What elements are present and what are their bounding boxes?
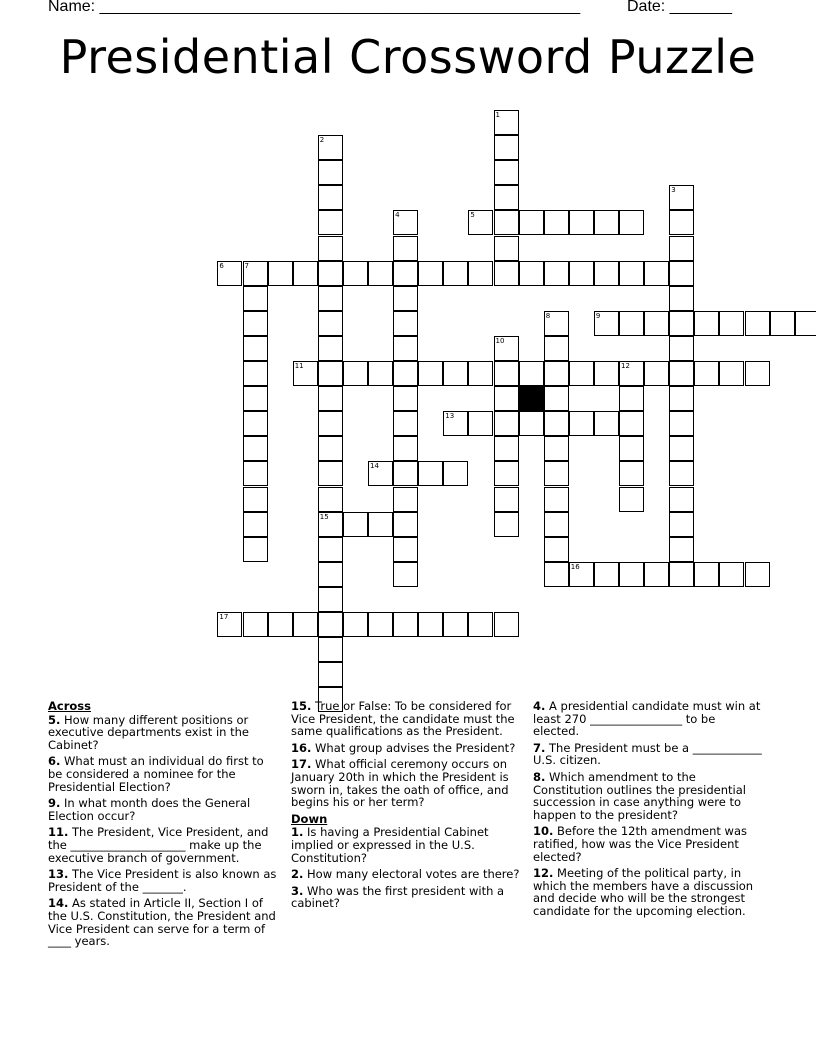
clue-across-16: 16. What group advises the President? xyxy=(291,740,516,755)
cell-number: 14 xyxy=(370,462,379,471)
grid-cell[interactable] xyxy=(393,411,418,436)
grid-cell[interactable] xyxy=(318,662,343,687)
grid-cell[interactable] xyxy=(243,386,268,411)
grid-cell[interactable] xyxy=(468,210,493,235)
grid-cell[interactable] xyxy=(669,236,694,261)
grid-cell[interactable] xyxy=(393,436,418,461)
grid-cell[interactable] xyxy=(694,562,719,587)
grid-cell[interactable] xyxy=(669,311,694,336)
grid-cell[interactable] xyxy=(368,261,393,286)
grid-cell[interactable] xyxy=(318,487,343,512)
grid-cell[interactable] xyxy=(644,261,669,286)
grid-cell[interactable] xyxy=(243,286,268,311)
grid-cell[interactable] xyxy=(393,512,418,537)
cell-number: 16 xyxy=(570,562,580,571)
grid-cell[interactable] xyxy=(418,612,443,637)
grid-cell[interactable] xyxy=(318,537,343,562)
grid-cell[interactable] xyxy=(468,612,493,637)
grid-cell[interactable] xyxy=(443,361,468,386)
grid-cell[interactable] xyxy=(494,236,519,261)
grid-cell[interactable] xyxy=(544,562,569,587)
grid-cell[interactable] xyxy=(393,361,418,386)
grid-cell[interactable] xyxy=(745,361,770,386)
grid-cell[interactable] xyxy=(443,411,468,436)
grid-cell[interactable] xyxy=(719,562,744,587)
grid-cell[interactable] xyxy=(393,562,418,587)
clue-across-17: 17. What official ceremony occurs on January 20th in which the President is sworn in, takes the oath of office, and begins his or her term? xyxy=(291,757,509,810)
clue-down-8: 8. Which amendment to the Constitution outlines the presidential succession in case anything were to happen to the president? xyxy=(533,769,746,822)
grid-cell[interactable] xyxy=(519,361,544,386)
grid-cell[interactable] xyxy=(544,512,569,537)
grid-cell[interactable] xyxy=(393,537,418,562)
grid-cell[interactable] xyxy=(418,361,443,386)
grid-cell[interactable] xyxy=(594,562,619,587)
clue-across-13: 13. The Vice President is also known as President of the _______. xyxy=(48,867,277,894)
grid-cell[interactable] xyxy=(243,487,268,512)
clue-across-11: 11. The President, Vice President, and the ____________________ make up the executive branch of government. xyxy=(48,825,269,865)
grid-cell[interactable] xyxy=(544,436,569,461)
cell-number: 3 xyxy=(671,186,676,195)
grid-cell[interactable] xyxy=(393,487,418,512)
grid-cell[interactable] xyxy=(293,612,318,637)
grid-cell[interactable] xyxy=(443,261,468,286)
grid-cell[interactable] xyxy=(594,210,619,235)
clue-across-6: 6. What must an individual do first to be considered a nominee for the Presidential Election? xyxy=(48,754,264,794)
grid-cell[interactable] xyxy=(318,336,343,361)
grid-cell[interactable] xyxy=(318,261,343,286)
grid-cell[interactable] xyxy=(443,461,468,486)
grid-cell[interactable] xyxy=(494,461,519,486)
grid-cell[interactable] xyxy=(393,311,418,336)
grid-cell[interactable] xyxy=(494,512,519,537)
grid-cell[interactable] xyxy=(669,562,694,587)
grid-cell[interactable] xyxy=(669,487,694,512)
grid-cell[interactable] xyxy=(494,210,519,235)
grid-cell[interactable] xyxy=(368,612,393,637)
grid-cell[interactable] xyxy=(243,612,268,637)
grid-cell[interactable] xyxy=(318,461,343,486)
grid-cell[interactable] xyxy=(619,461,644,486)
grid-cell[interactable] xyxy=(243,411,268,436)
grid-cell[interactable] xyxy=(494,487,519,512)
grid-cell[interactable] xyxy=(619,562,644,587)
grid-cell[interactable] xyxy=(494,411,519,436)
cell-number: 15 xyxy=(319,512,329,521)
grid-cell[interactable] xyxy=(519,411,544,436)
grid-cell[interactable] xyxy=(494,612,519,637)
grid-cell[interactable] xyxy=(694,311,719,336)
cell-number: 7 xyxy=(244,261,249,270)
grid-cell[interactable] xyxy=(494,185,519,210)
grid-cell[interactable] xyxy=(669,185,694,210)
grid-cell[interactable] xyxy=(619,436,644,461)
grid-cell[interactable] xyxy=(494,135,519,160)
grid-cell[interactable] xyxy=(343,361,368,386)
grid-cell[interactable] xyxy=(619,386,644,411)
grid-cell[interactable] xyxy=(293,261,318,286)
grid-cell[interactable] xyxy=(318,185,343,210)
cell-number: 12 xyxy=(621,362,630,370)
grid-cell[interactable] xyxy=(494,110,519,135)
page-title: Presidential Crossword Puzzle xyxy=(59,30,757,84)
grid-cell[interactable] xyxy=(468,411,493,436)
grid-cell[interactable] xyxy=(544,361,569,386)
clue-down-2: 2. How many electoral votes are there? xyxy=(291,867,520,882)
clues-column-1 xyxy=(48,700,280,952)
grid-cell[interactable] xyxy=(745,311,770,336)
grid-cell[interactable] xyxy=(669,537,694,562)
grid-cell[interactable] xyxy=(243,512,268,537)
grid-cell[interactable] xyxy=(393,386,418,411)
grid-cell[interactable] xyxy=(443,612,468,637)
cell-number: 6 xyxy=(219,261,224,270)
grid-cell[interactable] xyxy=(569,261,594,286)
grid-cell[interactable] xyxy=(318,411,343,436)
clues-column-3 xyxy=(533,700,763,922)
grid-cell[interactable] xyxy=(569,361,594,386)
grid-cell[interactable] xyxy=(318,286,343,311)
cell-number: 11 xyxy=(294,362,304,370)
clue-down-7: 7. The President must be a ____________ U.S. citizen. xyxy=(533,740,762,768)
grid-cell[interactable] xyxy=(544,411,569,436)
clue-across-5: 5. How many different positions or executive departments exist in the Cabinet? xyxy=(48,712,249,752)
clue-down-12: 12. Meeting of the political party, in which the members have a discussion and decide who will be the strongest candidate for the upcoming election. xyxy=(533,866,754,918)
grid-cell[interactable] xyxy=(544,537,569,562)
grid-block xyxy=(519,386,544,411)
grid-cell[interactable] xyxy=(243,261,268,286)
grid-cell[interactable] xyxy=(318,361,343,386)
grid-cell[interactable] xyxy=(619,210,644,235)
grid-cell[interactable] xyxy=(268,261,293,286)
grid-cell[interactable] xyxy=(719,361,744,386)
grid-cell[interactable] xyxy=(468,261,493,286)
grid-cell[interactable] xyxy=(669,461,694,486)
cell-number: 10 xyxy=(495,336,505,345)
grid-cell[interactable] xyxy=(318,612,343,637)
grid-cell[interactable] xyxy=(393,261,418,286)
grid-cell[interactable] xyxy=(318,135,343,160)
grid-cell[interactable] xyxy=(318,436,343,461)
grid-cell[interactable] xyxy=(318,311,343,336)
grid-cell[interactable] xyxy=(343,261,368,286)
grid-cell[interactable] xyxy=(594,311,619,336)
date-field[interactable]: Date: _______ xyxy=(627,0,732,15)
grid-cell[interactable] xyxy=(318,160,343,185)
clue-down-4: 4. A presidential candidate must win at least 270 ________________ to be elected. xyxy=(533,699,761,739)
grid-cell[interactable] xyxy=(217,261,242,286)
grid-cell[interactable] xyxy=(318,587,343,612)
grid-cell[interactable] xyxy=(544,487,569,512)
grid-cell[interactable] xyxy=(393,210,418,235)
grid-cell[interactable] xyxy=(368,361,393,386)
cell-number: 9 xyxy=(595,311,601,320)
grid-cell[interactable] xyxy=(243,311,268,336)
grid-cell[interactable] xyxy=(569,562,594,587)
grid-cell[interactable] xyxy=(544,261,569,286)
grid-cell[interactable] xyxy=(669,512,694,537)
grid-cell[interactable] xyxy=(594,361,619,386)
clue-down-10: 10. Before the 12th amendment was ratified, how was the Vice President elected? xyxy=(533,824,747,864)
grid-cell[interactable] xyxy=(318,386,343,411)
grid-cell[interactable] xyxy=(343,612,368,637)
grid-cell[interactable] xyxy=(293,361,318,386)
grid-cell[interactable] xyxy=(368,461,393,486)
grid-cell[interactable] xyxy=(494,336,519,361)
grid-cell[interactable] xyxy=(544,311,569,336)
grid-cell[interactable] xyxy=(619,261,644,286)
clue-down-1: 1. Is having a Presidential Cabinet implied or expressed in the U.S. Constitution? xyxy=(291,825,489,865)
grid-cell[interactable] xyxy=(644,311,669,336)
cell-number: 4 xyxy=(395,211,400,220)
grid-cell[interactable] xyxy=(243,461,268,486)
grid-cell[interactable] xyxy=(619,487,644,512)
grid-cell[interactable] xyxy=(669,436,694,461)
grid-cell[interactable] xyxy=(243,537,268,562)
grid-cell[interactable] xyxy=(694,361,719,386)
grid-cell[interactable] xyxy=(719,311,744,336)
grid-cell[interactable] xyxy=(795,311,816,336)
grid-cell[interactable] xyxy=(519,210,544,235)
grid-cell[interactable] xyxy=(418,461,443,486)
grid-cell[interactable] xyxy=(569,210,594,235)
grid-cell[interactable] xyxy=(393,286,418,311)
grid-cell[interactable] xyxy=(544,336,569,361)
grid-cell[interactable] xyxy=(368,512,393,537)
cell-number: 5 xyxy=(470,211,475,220)
grid-cell[interactable] xyxy=(669,261,694,286)
grid-cell[interactable] xyxy=(544,210,569,235)
grid-cell[interactable] xyxy=(393,461,418,486)
cell-number: 1 xyxy=(495,111,500,119)
clue-down-3: 3. Who was the first president with a cabinet? xyxy=(291,883,505,911)
grid-cell[interactable] xyxy=(594,411,619,436)
grid-cell[interactable] xyxy=(669,386,694,411)
grid-cell[interactable] xyxy=(318,210,343,235)
grid-cell[interactable] xyxy=(544,461,569,486)
grid-cell[interactable] xyxy=(318,562,343,587)
grid-cell[interactable] xyxy=(494,361,519,386)
grid-cell[interactable] xyxy=(494,436,519,461)
grid-cell[interactable] xyxy=(644,562,669,587)
grid-cell[interactable] xyxy=(243,361,268,386)
grid-cell[interactable] xyxy=(268,612,293,637)
grid-cell[interactable] xyxy=(494,261,519,286)
grid-cell[interactable] xyxy=(594,261,619,286)
grid-cell[interactable] xyxy=(569,411,594,436)
grid-cell[interactable] xyxy=(393,612,418,637)
grid-cell[interactable] xyxy=(519,261,544,286)
grid-cell[interactable] xyxy=(669,336,694,361)
across-heading: Across xyxy=(48,699,91,713)
grid-cell[interactable] xyxy=(619,361,644,386)
grid-cell[interactable] xyxy=(217,612,242,637)
grid-cell[interactable] xyxy=(619,411,644,436)
grid-cell[interactable] xyxy=(745,562,770,587)
grid-cell[interactable] xyxy=(644,361,669,386)
grid-cell[interactable] xyxy=(318,637,343,662)
grid-cell[interactable] xyxy=(318,236,343,261)
grid-cell[interactable] xyxy=(619,311,644,336)
grid-cell[interactable] xyxy=(770,311,795,336)
cell-number: 17 xyxy=(219,613,229,621)
cell-number: 2 xyxy=(319,136,325,145)
grid-cell[interactable] xyxy=(494,160,519,185)
cell-number: 8 xyxy=(545,311,551,320)
grid-cell[interactable] xyxy=(393,336,418,361)
cell-number: 13 xyxy=(445,412,455,421)
clues-column-2 xyxy=(291,700,521,914)
grid-cell[interactable] xyxy=(243,436,268,461)
grid-cell[interactable] xyxy=(318,512,343,537)
grid-cell[interactable] xyxy=(544,386,569,411)
clue-across-14: 14. As stated in Article II, Section I of the U.S. Constitution, the President and Vice President can serve for a term of ____ years. xyxy=(48,896,276,949)
grid-cell[interactable] xyxy=(669,411,694,436)
grid-cell[interactable] xyxy=(343,512,368,537)
grid-cell[interactable] xyxy=(669,286,694,311)
grid-cell[interactable] xyxy=(669,361,694,386)
down-heading: Down xyxy=(291,811,328,826)
grid-cell[interactable] xyxy=(418,261,443,286)
grid-cell[interactable] xyxy=(669,210,694,235)
clue-across-15: 15. True or False: To be considered for Vice President, the candidate must the same qualifications as the President. xyxy=(291,699,515,739)
grid-cell[interactable] xyxy=(243,336,268,361)
grid-cell[interactable] xyxy=(393,236,418,261)
clue-across-9: 9. In what month does the General Election occur? xyxy=(48,796,251,823)
grid-cell[interactable] xyxy=(468,361,493,386)
name-field[interactable]: Name: ______________________________________________________ xyxy=(48,0,581,15)
grid-cell[interactable] xyxy=(494,386,519,411)
